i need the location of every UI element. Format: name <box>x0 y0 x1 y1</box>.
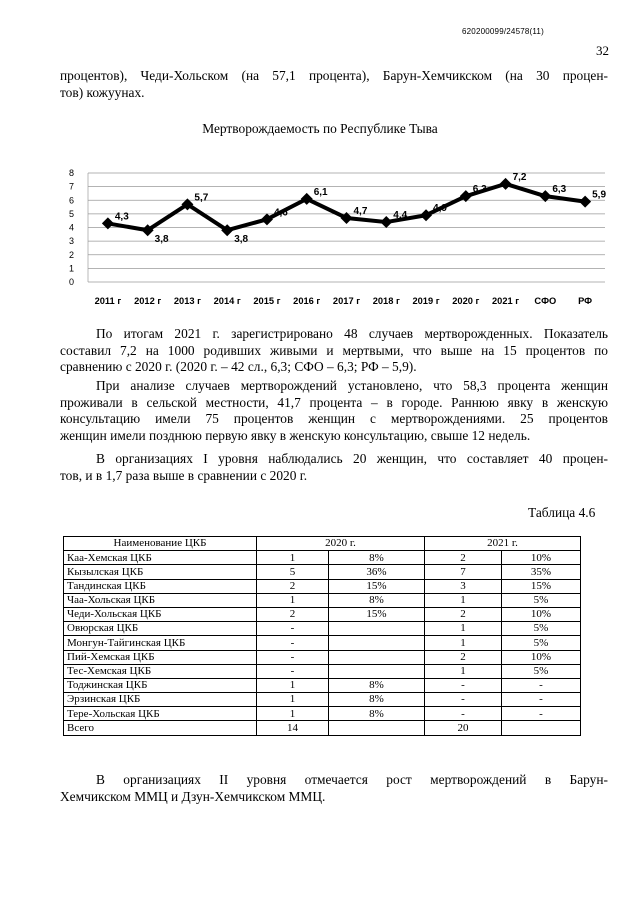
value-cell: 2 <box>425 551 502 565</box>
data-label: 4,3 <box>114 211 129 223</box>
value-cell: 1 <box>257 707 329 721</box>
value-cell: 3 <box>425 579 502 593</box>
table-row <box>64 678 581 692</box>
value-cell: 1 <box>425 636 502 650</box>
text-line: проживали в сельской местности, 41,7 процента – в городе. Раннюю явку в женскую <box>60 394 608 410</box>
x-tick-label: 2015 г <box>253 296 281 306</box>
text-line: В организациях I уровня наблюдались 20 женщин, что составляет 40 процен- <box>96 451 608 466</box>
text-line: женщин имели позднюю первую явку в женскую консультацию, свыше 12 недель. <box>60 427 531 443</box>
value-cell: 5 <box>257 565 329 579</box>
value-cell: 8% <box>329 593 425 607</box>
header-year-2021: 2021 г. <box>425 537 581 551</box>
value-cell: - <box>502 707 581 721</box>
value-cell: - <box>502 678 581 692</box>
table-header-row <box>64 537 581 551</box>
line-chart <box>60 160 620 295</box>
value-cell: 1 <box>425 664 502 678</box>
y-tick-label: 7 <box>68 181 74 192</box>
table-row <box>64 650 581 664</box>
value-cell: 5% <box>502 622 581 636</box>
value-cell: 10% <box>502 650 581 664</box>
value-cell: 2 <box>257 579 329 593</box>
x-tick-label: 2014 г <box>213 296 241 306</box>
value-cell: 8% <box>329 707 425 721</box>
x-tick-label: 2017 г <box>332 296 361 306</box>
hospital-name-cell: Монгун-Тайгинская ЦКБ <box>64 636 257 650</box>
intro-paragraph <box>60 68 608 101</box>
table-row <box>64 707 581 721</box>
data-label: 6,3 <box>472 184 487 196</box>
hospital-name-cell: Эрзинская ЦКБ <box>64 693 257 707</box>
text-line: При анализе случаев мертворождений установлено, что 58,3 процента женщин <box>96 378 608 393</box>
value-cell: 1 <box>257 551 329 565</box>
value-cell: 35% <box>502 565 581 579</box>
data-label: 3,8 <box>234 234 249 246</box>
value-cell: 5% <box>502 593 581 607</box>
hospital-name-cell: Тандинская ЦКБ <box>64 579 257 593</box>
value-cell: 15% <box>329 607 425 621</box>
text-line: сравнению с 2020 г. (2020 г. – 42 сл., 6,3; СФО – 6,3; РФ – 5,9). <box>60 359 417 374</box>
data-label: 3,8 <box>154 234 169 246</box>
hospital-name-cell: Тоджинская ЦКБ <box>64 678 257 692</box>
value-cell: - <box>425 678 502 692</box>
hospital-name-cell: Кызылская ЦКБ <box>64 565 257 579</box>
value-cell: 10% <box>502 607 581 621</box>
hospital-name-cell: Овюрская ЦКБ <box>64 622 257 636</box>
value-cell: 5% <box>502 664 581 678</box>
x-tick-label: 2016 г <box>293 296 321 306</box>
y-tick-label: 6 <box>68 195 74 206</box>
value-cell: 8% <box>329 551 425 565</box>
x-tick-label: 2021 г <box>491 296 520 306</box>
y-tick-label: 8 <box>68 168 74 178</box>
value-cell: - <box>257 650 329 664</box>
text-line: процентов), Чеди-Хольском (на 57,1 процента), Барун-Хемчикском (на 30 процен- <box>60 68 608 83</box>
data-label: 4,4 <box>393 210 408 222</box>
data-point-marker <box>579 196 591 208</box>
text-line: консультацию имели 75 процентов женщин с мертворождениями. 25 процентов <box>60 411 608 426</box>
value-cell: 1 <box>425 622 502 636</box>
data-label: 4,7 <box>353 205 368 217</box>
closing-paragraph <box>60 772 608 805</box>
hospital-name-cell: Пий-Хемская ЦКБ <box>64 650 257 664</box>
table-row <box>64 551 581 565</box>
y-tick-label: 3 <box>68 236 74 247</box>
paragraph-2 <box>60 378 608 444</box>
data-point-marker <box>500 178 512 190</box>
data-label: 6,1 <box>313 186 328 198</box>
hospital-name-cell: Тере-Хольская ЦКБ <box>64 707 257 721</box>
table-row <box>64 693 581 707</box>
value-cell <box>329 721 425 735</box>
x-tick-label: 2019 г <box>412 296 440 306</box>
text-line: Хемчикском ММЦ и Дзун-Хемчикском ММЦ. <box>60 788 326 804</box>
text-line: тов) кожуунах. <box>60 84 145 100</box>
y-tick-label: 1 <box>68 263 74 274</box>
document-id: 620200099/24578(11) <box>462 27 544 36</box>
y-tick-label: 4 <box>68 222 74 233</box>
table-row <box>64 579 581 593</box>
value-cell: 1 <box>257 693 329 707</box>
value-cell: 2 <box>257 607 329 621</box>
hospital-name-cell: Тес-Хемская ЦКБ <box>64 664 257 678</box>
data-label: 7,2 <box>512 171 527 183</box>
text-line: По итогам 2021 г. зарегистрировано 48 случаев мертворожденных. Показатель <box>96 326 608 341</box>
table-row <box>64 622 581 636</box>
x-tick-label: РФ <box>578 296 593 306</box>
x-tick-label: 2012 г <box>134 296 162 306</box>
data-label: 6,3 <box>552 184 567 196</box>
value-cell: 15% <box>502 579 581 593</box>
value-cell: 15% <box>329 579 425 593</box>
x-tick-label: 2013 г <box>173 296 201 306</box>
header-year-2020: 2020 г. <box>257 537 425 551</box>
value-cell: - <box>257 636 329 650</box>
value-cell: - <box>502 693 581 707</box>
paragraph-3 <box>60 451 608 484</box>
value-cell <box>329 636 425 650</box>
table-row <box>64 664 581 678</box>
value-cell: 14 <box>257 721 329 735</box>
value-cell: 1 <box>257 593 329 607</box>
data-label: 4,9 <box>433 203 447 215</box>
hospital-name-cell: Всего <box>64 721 257 735</box>
value-cell: 2 <box>425 650 502 664</box>
header-name: Наименование ЦКБ <box>64 537 257 551</box>
data-point-marker <box>380 216 392 228</box>
data-label: 5,7 <box>194 192 209 204</box>
value-cell: 1 <box>425 593 502 607</box>
table-caption: Таблица 4.6 <box>528 505 596 520</box>
value-cell: - <box>425 707 502 721</box>
text-line: составил 7,2 на 1000 родивших живыми и мертвыми, что выше на 15 процентов по <box>60 342 608 358</box>
text-line: В организациях II уровня отмечается рост мертворождений в Барун- <box>96 772 608 787</box>
value-cell: 20 <box>425 721 502 735</box>
data-label: 4,6 <box>273 207 288 219</box>
y-tick-label: 2 <box>68 249 74 260</box>
x-tick-label: СФО <box>534 296 557 306</box>
value-cell: 7 <box>425 565 502 579</box>
table-row <box>64 565 581 579</box>
value-cell: - <box>257 664 329 678</box>
paragraph-1 <box>60 326 608 376</box>
data-label: 5,9 <box>592 189 607 201</box>
stillbirth-table <box>63 536 581 736</box>
value-cell <box>502 721 581 735</box>
table-row <box>64 607 581 621</box>
value-cell: 10% <box>502 551 581 565</box>
page-number: 32 <box>596 43 609 58</box>
hospital-name-cell: Каа-Хемская ЦКБ <box>64 551 257 565</box>
chart-title: Мертворождаемость по Республике Тыва <box>202 121 438 136</box>
x-tick-label: 2011 г <box>94 296 122 306</box>
value-cell: 1 <box>257 678 329 692</box>
hospital-name-cell: Чеди-Хольская ЦКБ <box>64 607 257 621</box>
value-cell: 8% <box>329 678 425 692</box>
value-cell: - <box>257 622 329 636</box>
y-tick-label: 5 <box>68 208 74 219</box>
x-tick-label: 2020 г <box>452 296 480 306</box>
y-tick-label: 0 <box>68 277 74 287</box>
value-cell <box>329 664 425 678</box>
value-cell: 5% <box>502 636 581 650</box>
x-tick-label: 2018 г <box>372 296 400 306</box>
value-cell: 8% <box>329 693 425 707</box>
table-row <box>64 593 581 607</box>
table-row <box>64 636 581 650</box>
value-cell <box>329 650 425 664</box>
value-cell <box>329 622 425 636</box>
table-row <box>64 721 581 735</box>
value-cell: 36% <box>329 565 425 579</box>
value-cell: - <box>425 693 502 707</box>
text-line: тов, и в 1,7 раза выше в сравнении с 2020 г. <box>60 467 308 483</box>
value-cell: 2 <box>425 607 502 621</box>
hospital-name-cell: Чаа-Хольская ЦКБ <box>64 593 257 607</box>
